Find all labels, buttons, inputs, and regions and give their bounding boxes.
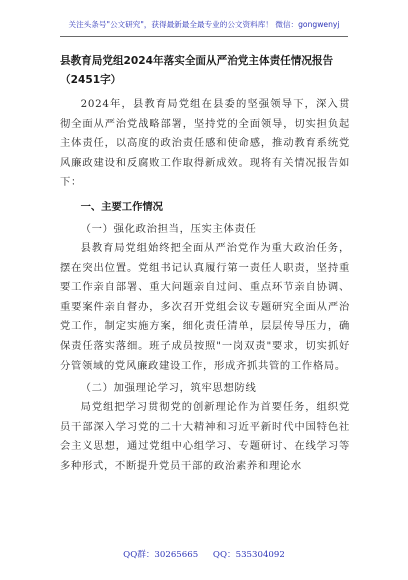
document-body — [60, 52, 350, 477]
intro-paragraph: 2024年，县教育局党组在县委的坚强领导下，深入贯彻全面从严治党战略部署，坚持党的全面领导，切实担负起主体责任，以高度的政治责任感和使命感，推动教育系统党风廉政建设和反腐败工作取得新成效。现将有关情况报告如下： — [60, 98, 350, 189]
subsection-2-paragraph: 局党组把学习贯彻党的创新理论作为首要任务，组织党员干部深入学习党的二十大精神和习近平新时代中国特色社会主义思想，通过党组中心组学习、专题研讨、在线学习等多种形式，不断提升党员干部的政治素养和理论水 — [60, 401, 350, 472]
footer-contact — [0, 548, 408, 560]
header-promo-note: 关注头条号"公文研究"，获得最新最全最专业的公文资料库！ 微信：gongwenyj — [68, 20, 340, 29]
document-title — [60, 52, 350, 90]
subsection-1-paragraph: 县教育局党组始终把全面从严治党作为重大政治任务，摆在突出位置。党组书记认真履行第一责任人职责，坚持重要工作亲自部署、重大问题亲自过问、重点环节亲自协调、重要案件亲自督办，多次召开党组会议专题研究全面从严治党工作，制定实施方案，细化责任清单，层层传导压力，确保责任落实落细。班子成员按照"一岗双责"要求，切实抓好分管领域的党风廉政建设工作，形成齐抓共管的工作格局。 — [60, 241, 350, 372]
section-heading-main-work: 一、主要工作情况 — [80, 200, 163, 213]
header-divider — [60, 36, 348, 37]
document-title-main: 县教育局党组2024年落实全面从严治党主体责任情况报告 — [60, 55, 334, 67]
subsection-heading-1: （一）强化政治担当，压实主体责任 — [80, 222, 257, 235]
document-word-count: （2451字） — [60, 74, 122, 86]
footer-qq-group: QQ群：30265665 — [123, 550, 199, 560]
subsection-heading-2: （二）加强理论学习，筑牢思想防线 — [80, 382, 257, 395]
footer-qq: QQ：535304092 — [212, 550, 285, 560]
